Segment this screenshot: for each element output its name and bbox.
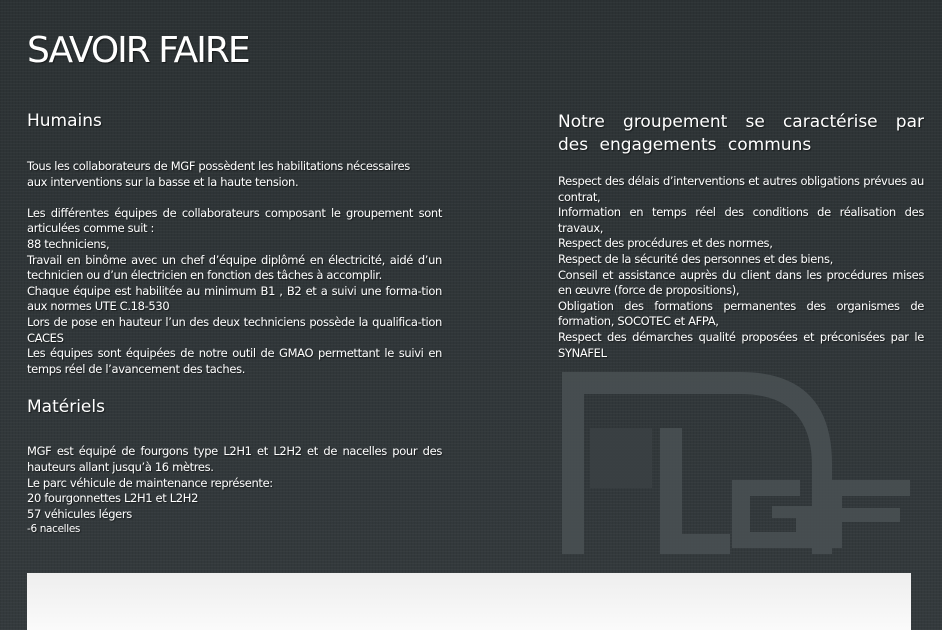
text-line: Conseil et assistance auprès du client dans les procédures mises en œuvre (force de propositions), (558, 267, 924, 298)
humains-intro (27, 159, 442, 190)
text-line: Tous les collaborateurs de MGF possèdent les habilitations nécessaires (27, 159, 410, 173)
text-line: 88 techniciens, (27, 236, 110, 251)
mgf-logo-icon (560, 368, 915, 558)
text-line: Respect des délais d’interventions et autres obligations prévues au contrat, (558, 174, 924, 204)
footer-bar (27, 573, 911, 630)
text-line: Respect de la sécurité des personnes et des biens, (558, 251, 833, 266)
text-line: Information en temps réel des conditions de réalisation des travaux, (558, 205, 924, 235)
text-line: Obligation des formations permanentes des organismes de formation, SOCOTEC et AFPA, (558, 298, 924, 329)
text-line: Respect des démarches qualité proposées et préconisées par le SYNAFEL (558, 329, 924, 360)
text-line: Les équipes sont équipées de notre outil de GMAO permettant le suivi en temps réel de l’avancement des taches. (27, 346, 442, 376)
text-line: MGF est équipé de fourgons type L2H1 et L2H2 et de nacelles pour des hauteurs allant jusqu’à 16 mètres. (27, 444, 442, 474)
text-line: aux interventions sur la basse et la haute tension. (27, 174, 299, 189)
text-line: 20 fourgonnettes L2H1 et L2H2 (27, 491, 199, 506)
humains-teams (27, 206, 442, 378)
materiels-text (27, 444, 442, 538)
page-title: SAVOIR FAIRE (27, 30, 249, 71)
text-line: 57 véhicules légers (27, 506, 132, 521)
text-line: Respect des procédures et des normes, (558, 236, 773, 251)
text-line: Les différentes équipes de collaborateurs composant le groupement sont articulées comme suit : (27, 205, 442, 236)
text-line: Lors de pose en hauteur l’un des deux techniciens possède la qualifica-tion CACES (27, 314, 442, 345)
materiels-heading: Matériels (27, 397, 105, 418)
text-line: Chaque équipe est habilitée au minimum B1 , B2 et a suivi une forma-tion aux normes UTE C.18-530 (27, 283, 442, 314)
text-line: -6 nacelles (27, 523, 81, 536)
text-line: Travail en binôme avec un chef d’équipe diplômé en électricité, aidé d’un technicien ou d’un électricien en fonction des tâches à accomplir. (27, 252, 442, 283)
engagements-heading: Notre groupement se caractérise par des engagements communs (558, 112, 924, 155)
left-column (27, 111, 442, 538)
engagements-list (558, 174, 924, 361)
text-line: Le parc véhicule de maintenance représente: (27, 475, 273, 490)
right-column (558, 111, 924, 361)
humains-heading: Humains (27, 111, 102, 131)
